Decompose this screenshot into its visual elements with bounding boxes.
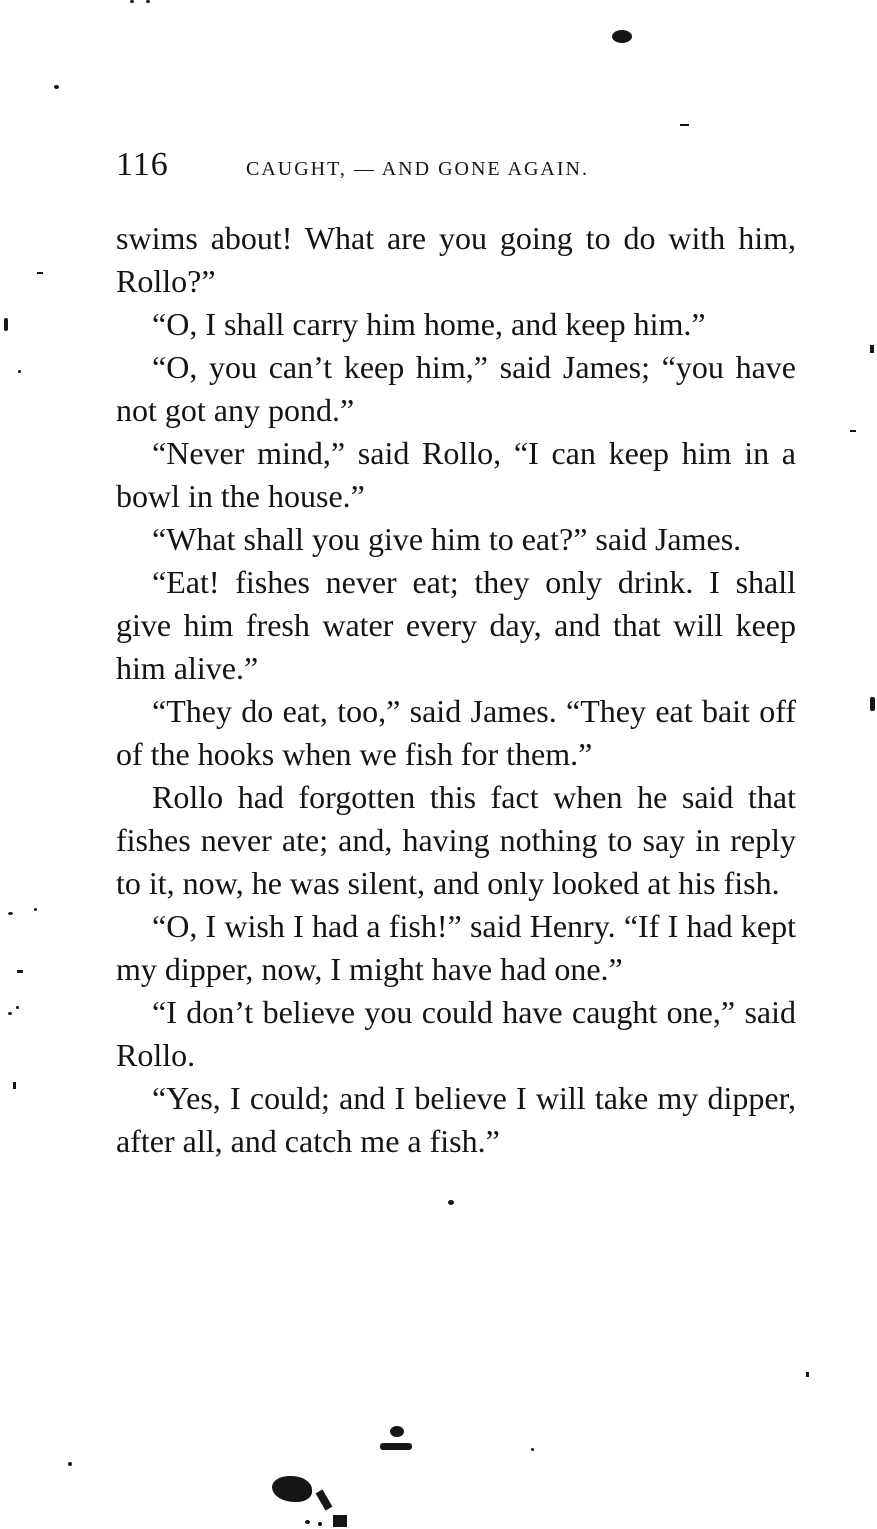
ink-speck [146, 0, 150, 3]
ink-speck [806, 1372, 809, 1377]
body-text [116, 217, 796, 1163]
ink-speck [305, 1520, 310, 1524]
ink-speck [272, 1476, 312, 1502]
paragraph: “Never mind,” said Rollo, “I can keep him in a bowl in the house.” [116, 435, 796, 514]
ink-speck [130, 0, 134, 3]
paragraph: “Yes, I could; and I believe I will take my dipper, after all, and catch me a fish.” [116, 1080, 796, 1159]
paragraph: “O, I shall carry him home, and keep him.” [152, 306, 706, 342]
ink-speck [390, 1426, 404, 1437]
ink-speck [531, 1448, 534, 1451]
paragraph: Rollo had forgotten this fact when he said that fishes never ate; and, having nothing to say in reply to it, now, he was silent, and only looked at his fish. [116, 779, 796, 901]
ink-speck [4, 318, 8, 331]
paragraph: “Eat! fishes never eat; they only drink. I shall give him fresh water every day, and that will keep him alive.” [116, 564, 796, 686]
ink-speck [333, 1515, 347, 1527]
ink-speck [316, 1489, 333, 1510]
ink-speck [612, 30, 632, 43]
paragraph: “O, I wish I had a fish!” said Henry. “If I had kept my dipper, now, I might have had one.” [116, 908, 796, 987]
paragraph: “O, you can’t keep him,” said James; “you have not got any pond.” [116, 349, 796, 428]
ink-speck [380, 1443, 412, 1450]
ink-speck [17, 970, 23, 973]
ink-speck [8, 912, 13, 915]
ink-speck [870, 345, 874, 353]
ink-speck [68, 1462, 72, 1466]
ink-speck [850, 430, 856, 432]
ink-speck [448, 1200, 454, 1205]
running-title: CAUGHT, — AND GONE AGAIN. [246, 158, 589, 180]
ink-speck [34, 908, 37, 911]
ink-speck [680, 124, 689, 126]
paragraph: “They do eat, too,” said James. “They eat bait off of the hooks when we fish for them.” [116, 693, 796, 772]
ink-speck [318, 1522, 322, 1526]
ink-speck [37, 272, 43, 274]
ink-speck [16, 1006, 19, 1009]
paragraph: swims about! What are you going to do with him, Rollo?” [116, 220, 796, 299]
ink-speck [54, 85, 59, 89]
ink-speck [8, 1012, 12, 1015]
paragraph: “I don’t believe you could have caught one,” said Rollo. [116, 994, 796, 1073]
ink-speck [13, 1082, 16, 1089]
running-head [116, 146, 796, 190]
ink-speck [18, 370, 21, 373]
ink-speck [870, 697, 875, 711]
page-number: 116 [116, 146, 169, 183]
paragraph: “What shall you give him to eat?” said James. [152, 521, 742, 557]
